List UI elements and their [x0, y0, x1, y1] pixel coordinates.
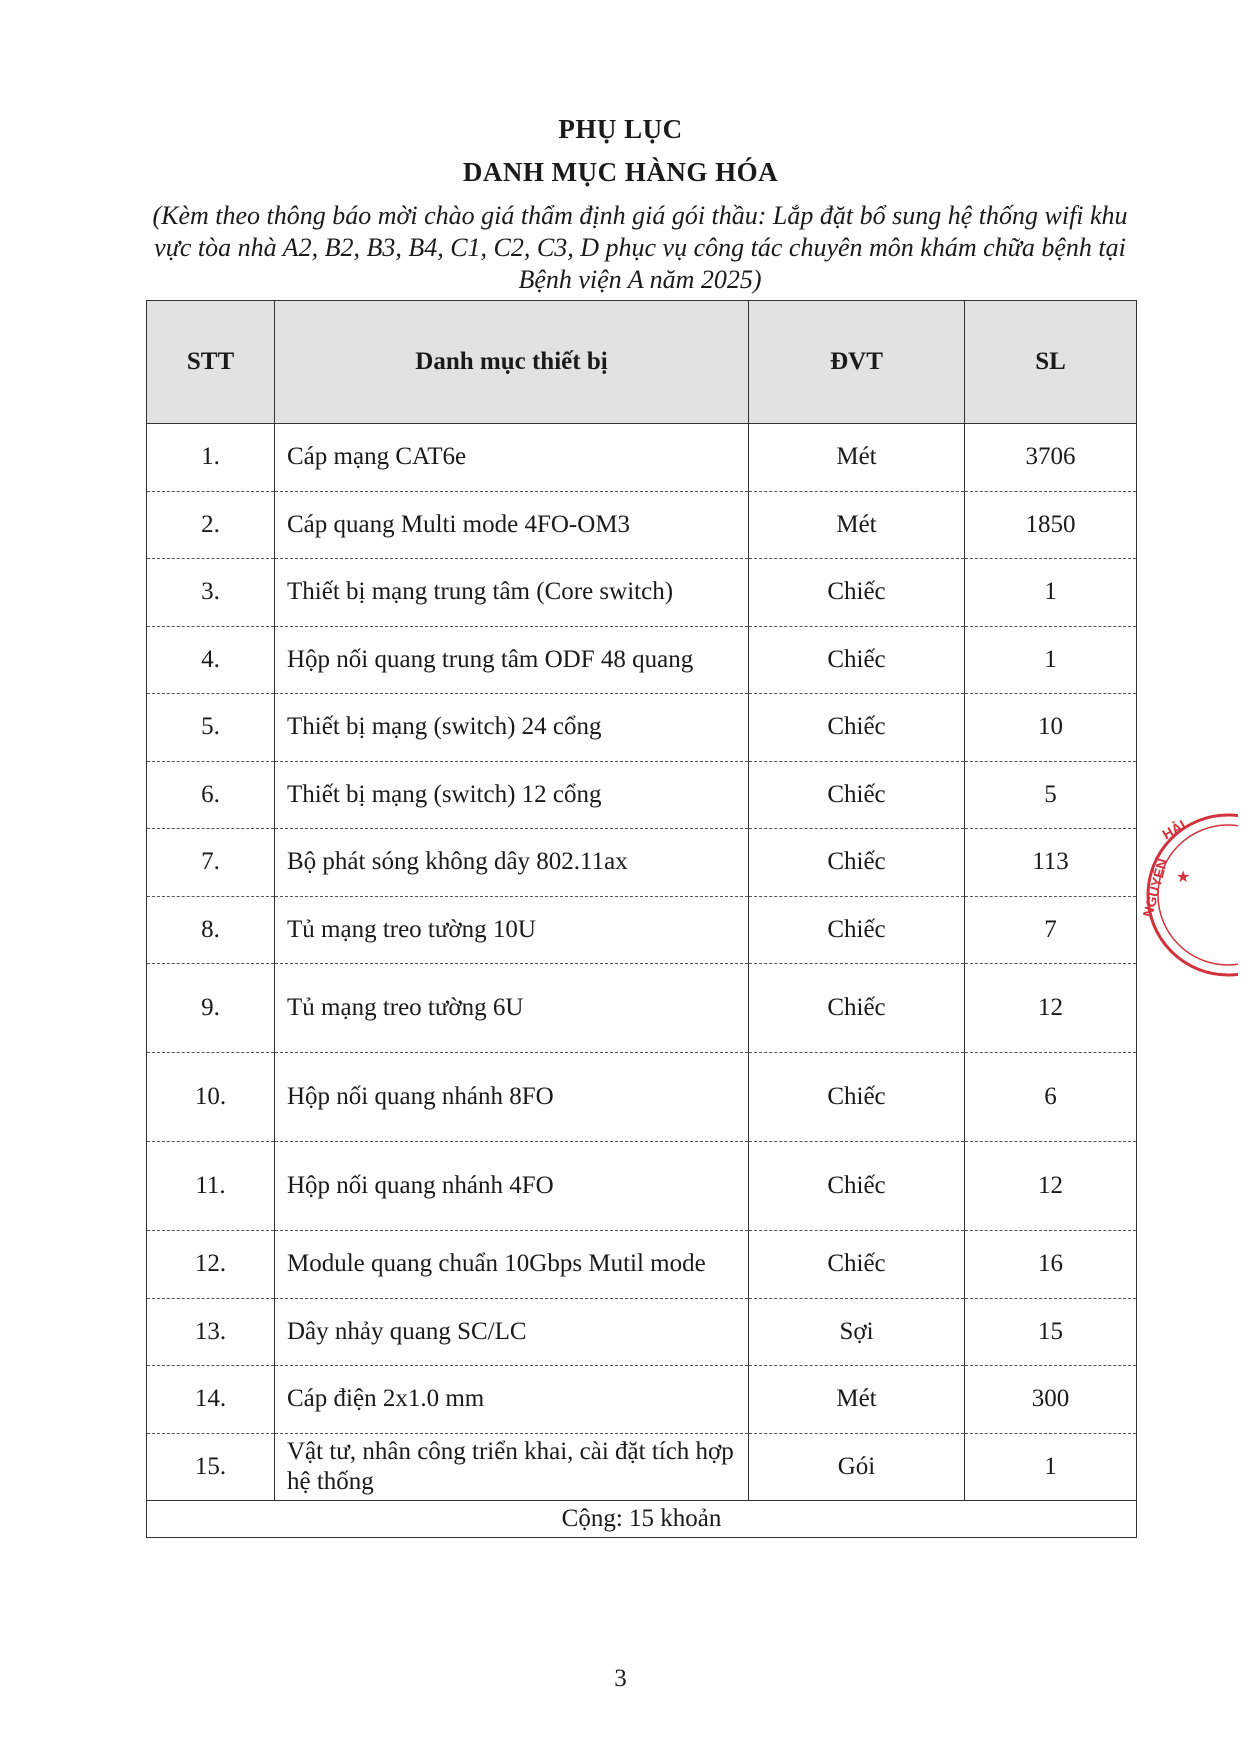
row-item-name: Dây nhảy quang SC/LC — [275, 1298, 749, 1366]
row-stt: 10. — [147, 1053, 275, 1142]
goods-list-heading: DANH MỤC HÀNG HÓA — [462, 157, 779, 187]
row-quantity: 15 — [965, 1298, 1137, 1366]
row-stt: 2. — [147, 491, 275, 559]
table-row — [147, 424, 1137, 492]
row-stt: 8. — [147, 896, 275, 964]
row-item-name: Module quang chuẩn 10Gbps Mutil mode — [275, 1231, 749, 1299]
row-quantity: 1 — [965, 559, 1137, 627]
table-row — [147, 1142, 1137, 1231]
row-quantity: 1 — [965, 1433, 1137, 1501]
row-stt: 11. — [147, 1142, 275, 1231]
total-items-label: Cộng: 15 khoản — [147, 1501, 1137, 1538]
row-item-name: Hộp nối quang trung tâm ODF 48 quang — [275, 626, 749, 694]
seal-text-top: HẢI — [1159, 816, 1189, 843]
seal-outer-ring — [1148, 815, 1238, 975]
table-row — [147, 1231, 1137, 1299]
row-stt: 7. — [147, 829, 275, 897]
row-stt: 15. — [147, 1433, 275, 1501]
row-unit: Chiếc — [749, 1142, 965, 1231]
row-unit: Chiếc — [749, 829, 965, 897]
seal-star-icon: ★ — [1176, 869, 1191, 886]
row-quantity: 1850 — [965, 491, 1137, 559]
row-item-name: Thiết bị mạng (switch) 12 cổng — [275, 761, 749, 829]
row-quantity: 10 — [965, 694, 1137, 762]
row-unit: Chiếc — [749, 626, 965, 694]
row-item-name: Cáp điện 2x1.0 mm — [275, 1366, 749, 1434]
row-quantity: 1 — [965, 626, 1137, 694]
header-quantity: SL — [965, 301, 1137, 424]
row-unit: Chiếc — [749, 1053, 965, 1142]
row-unit: Mét — [749, 491, 965, 559]
appendix-heading: PHỤ LỤC — [558, 114, 683, 144]
row-item-name: Tủ mạng treo tường 10U — [275, 896, 749, 964]
row-quantity: 5 — [965, 761, 1137, 829]
table-row — [147, 694, 1137, 762]
document-subtitle: (Kèm theo thông báo mời chào giá thẩm định giá gói thầu: Lắp đặt bổ sung hệ thống wifi khu vực tòa nhà A2, B2, B3, B4, C1, C2, C3, D phục vụ công tác chuyên môn khám chữa bệnh tại Bệnh viện A năm 2025) — [152, 201, 1128, 294]
row-unit: Chiếc — [749, 761, 965, 829]
row-unit: Chiếc — [749, 964, 965, 1053]
goods-table-container — [146, 300, 1146, 1538]
row-stt: 14. — [147, 1366, 275, 1434]
row-quantity: 16 — [965, 1231, 1137, 1299]
table-row — [147, 559, 1137, 627]
table-row — [147, 1366, 1137, 1434]
row-stt: 4. — [147, 626, 275, 694]
seal-inner-ring — [1158, 825, 1238, 965]
table-row — [147, 1433, 1137, 1501]
row-stt: 5. — [147, 694, 275, 762]
row-unit: Chiếc — [749, 559, 965, 627]
row-stt: 1. — [147, 424, 275, 492]
row-unit: Chiếc — [749, 1231, 965, 1299]
row-item-name: Cáp mạng CAT6e — [275, 424, 749, 492]
row-item-name: Tủ mạng treo tường 6U — [275, 964, 749, 1053]
row-item-name: Vật tư, nhân công triển khai, cài đặt tích hợp hệ thống — [275, 1433, 749, 1501]
row-quantity: 12 — [965, 964, 1137, 1053]
row-item-name: Hộp nối quang nhánh 4FO — [275, 1142, 749, 1231]
table-row — [147, 964, 1137, 1053]
header-unit: ĐVT — [749, 301, 965, 424]
table-header-row — [147, 301, 1137, 424]
red-seal-stamp — [1128, 800, 1238, 990]
table-row — [147, 1298, 1137, 1366]
row-quantity: 6 — [965, 1053, 1137, 1142]
goods-table — [146, 300, 1137, 1538]
row-quantity: 7 — [965, 896, 1137, 964]
row-stt: 3. — [147, 559, 275, 627]
row-unit: Mét — [749, 424, 965, 492]
table-total-row — [147, 1501, 1137, 1538]
row-stt: 6. — [147, 761, 275, 829]
table-row — [147, 761, 1137, 829]
table-body — [147, 424, 1137, 1501]
seal-text-side: NGUYỄN — [1139, 856, 1171, 919]
row-unit: Chiếc — [749, 896, 965, 964]
header-stt: STT — [147, 301, 275, 424]
row-item-name: Hộp nối quang nhánh 8FO — [275, 1053, 749, 1142]
table-row — [147, 896, 1137, 964]
table-row — [147, 829, 1137, 897]
row-stt: 12. — [147, 1231, 275, 1299]
page-number: 3 — [614, 1665, 627, 1692]
row-quantity: 3706 — [965, 424, 1137, 492]
table-row — [147, 626, 1137, 694]
header-item-name: Danh mục thiết bị — [275, 301, 749, 424]
row-quantity: 300 — [965, 1366, 1137, 1434]
row-unit: Gói — [749, 1433, 965, 1501]
row-quantity: 12 — [965, 1142, 1137, 1231]
row-item-name: Thiết bị mạng (switch) 24 cổng — [275, 694, 749, 762]
row-item-name: Thiết bị mạng trung tâm (Core switch) — [275, 559, 749, 627]
row-item-name: Bộ phát sóng không dây 802.11ax — [275, 829, 749, 897]
row-unit: Chiếc — [749, 694, 965, 762]
row-stt: 9. — [147, 964, 275, 1053]
row-unit: Sợi — [749, 1298, 965, 1366]
row-stt: 13. — [147, 1298, 275, 1366]
table-row — [147, 1053, 1137, 1142]
row-quantity: 113 — [965, 829, 1137, 897]
seal-graphic — [1128, 800, 1238, 990]
row-item-name: Cáp quang Multi mode 4FO-OM3 — [275, 491, 749, 559]
row-unit: Mét — [749, 1366, 965, 1434]
table-row — [147, 491, 1137, 559]
